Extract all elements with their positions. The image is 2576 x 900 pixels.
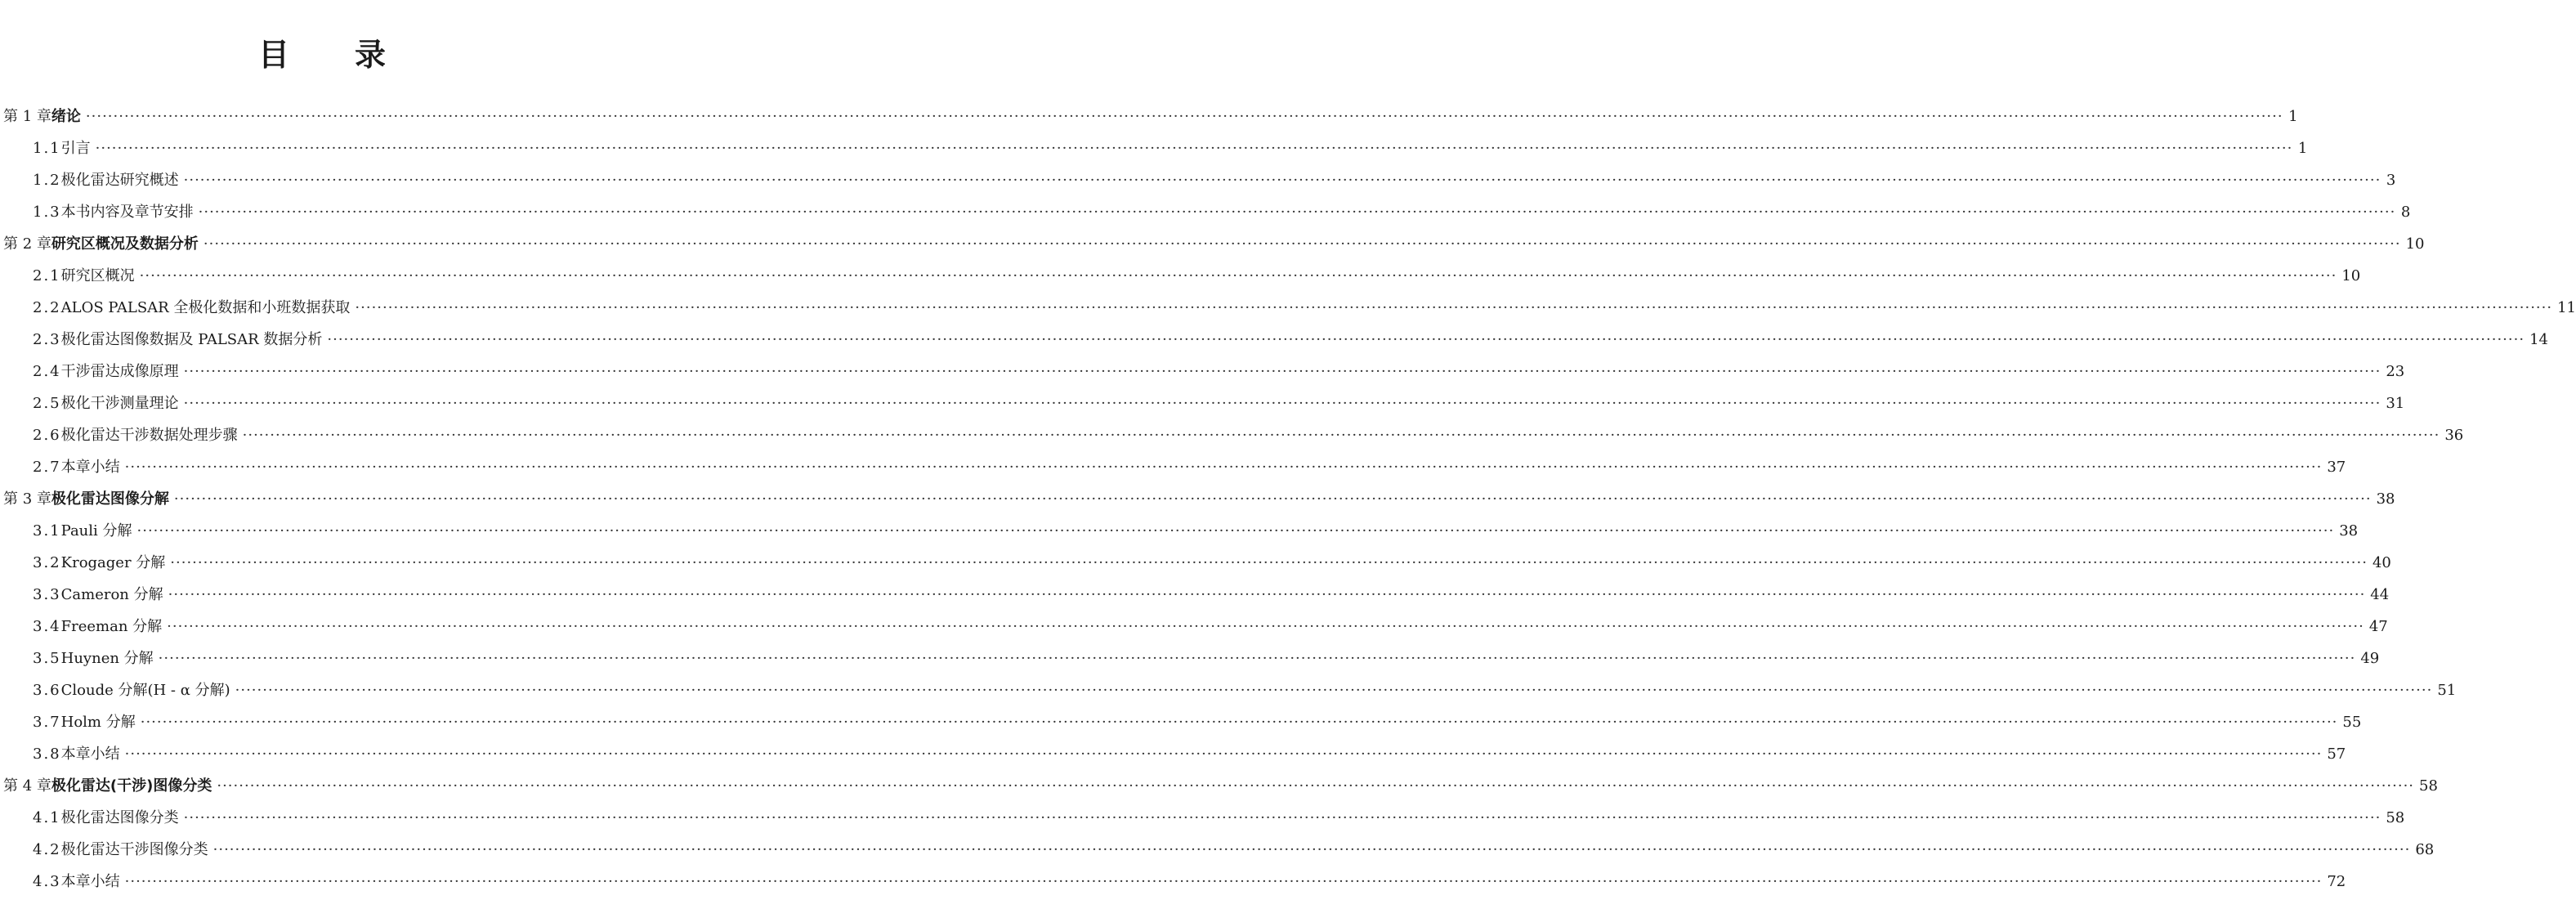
toc-section-entry[interactable] <box>0 706 2362 738</box>
toc-entry-page-number: 10 <box>2405 235 2425 253</box>
toc-entry-number: 3.8 <box>33 746 61 763</box>
toc-section-entry[interactable] <box>0 674 2457 706</box>
toc-entry-number: 3.1 <box>33 522 61 540</box>
toc-entry-title: Cameron 分解 <box>60 586 163 603</box>
toc-entry-title: 本章小结 <box>60 459 120 476</box>
toc-entry-title: Cloude 分解(H - α 分解) <box>60 682 230 699</box>
dot-leader: ················································································································································································································································································································································································································ <box>183 363 2381 380</box>
toc-entry-page-number: 58 <box>2419 777 2438 795</box>
toc-entry-title: 本章小结 <box>60 873 120 890</box>
toc-entry-number: 3.3 <box>33 586 61 603</box>
toc-entry-title: Huynen 分解 <box>60 650 154 667</box>
dot-leader: ················································································································································································································································································································································································································ <box>158 650 2356 667</box>
toc-entry-page-number: 47 <box>2368 618 2388 635</box>
dot-leader: ················································································································································································································································································································································································································ <box>139 267 2337 284</box>
toc-entry-number: 2.6 <box>33 427 61 444</box>
toc-entry-title: 极化雷达(干涉)图像分类 <box>51 777 212 795</box>
toc-section-entry[interactable] <box>0 196 2411 228</box>
toc-entry-page-number: 51 <box>2437 682 2457 699</box>
toc-entry-number: 第 3 章 <box>3 490 51 508</box>
toc-entry-number: 2.1 <box>33 267 61 284</box>
toc-section-entry[interactable] <box>0 260 2361 292</box>
toc-entry-title: 极化雷达图像分解 <box>51 490 169 508</box>
toc-entry-title: 极化雷达图像数据及 PALSAR 数据分析 <box>60 331 323 348</box>
toc-section-entry[interactable] <box>0 515 2359 547</box>
toc-entry-number: 2.7 <box>33 459 61 476</box>
dot-leader: ················································································································································································································································································································································································································ <box>198 204 2396 221</box>
toc-entry-page-number: 40 <box>2372 554 2391 571</box>
toc-section-entry[interactable] <box>0 834 2435 866</box>
toc-chapter-entry[interactable] <box>0 228 2425 260</box>
toc-entry-page-number: 57 <box>2327 746 2346 763</box>
dot-leader: ················································································································································································································································································································································································································ <box>203 235 2401 253</box>
toc-entry-page-number: 1 <box>2297 140 2308 157</box>
dot-leader: ················································································································································································································································································································································································································ <box>124 459 2323 476</box>
dot-leader: ················································································································································································································································································································································································································ <box>85 108 2283 125</box>
toc-chapter-entry[interactable] <box>0 483 2395 515</box>
toc-entry-number: 2.4 <box>33 363 61 380</box>
toc-section-entry[interactable] <box>0 292 2576 324</box>
toc-entry-page-number: 3 <box>2386 172 2396 189</box>
toc-entry-number: 4.1 <box>33 809 61 826</box>
toc-entry-page-number: 44 <box>2370 586 2390 603</box>
dot-leader: ················································································································································································································································································································································································································ <box>167 618 2364 635</box>
table-of-contents <box>0 101 2576 898</box>
toc-entry-number: 3.4 <box>33 618 61 635</box>
toc-entry-title: Freeman 分解 <box>60 618 163 635</box>
toc-section-entry[interactable] <box>0 611 2388 643</box>
toc-section-entry[interactable] <box>0 324 2548 356</box>
page-title-char-2: 录 <box>355 37 388 73</box>
toc-entry-number: 1.3 <box>33 204 61 221</box>
toc-entry-title: Pauli 分解 <box>60 522 132 540</box>
toc-chapter-entry[interactable] <box>0 101 2298 132</box>
toc-chapter-entry[interactable] <box>0 770 2438 802</box>
toc-entry-page-number: 36 <box>2444 427 2464 444</box>
toc-entry-page-number: 31 <box>2386 395 2405 412</box>
dot-leader: ················································································································································································································································································································································································································ <box>124 746 2323 763</box>
toc-entry-title: 极化雷达干涉图像分类 <box>60 841 208 858</box>
toc-section-entry[interactable] <box>0 451 2346 483</box>
toc-entry-page-number: 1 <box>2288 108 2298 125</box>
toc-entry-page-number: 38 <box>2376 490 2395 508</box>
page-title-char-1: 目 <box>257 37 291 73</box>
toc-section-entry[interactable] <box>0 866 2346 898</box>
toc-entry-page-number: 8 <box>2400 204 2411 221</box>
toc-entry-page-number: 58 <box>2386 809 2405 826</box>
toc-entry-number: 4.3 <box>33 873 61 890</box>
toc-section-entry[interactable] <box>0 579 2390 611</box>
toc-entry-title: 绪论 <box>51 108 81 125</box>
toc-entry-number: 2.2 <box>33 299 61 316</box>
toc-entry-page-number: 49 <box>2360 650 2380 667</box>
toc-section-entry[interactable] <box>0 132 2308 164</box>
toc-entry-title: ALOS PALSAR 全极化数据和小班数据获取 <box>60 299 351 316</box>
toc-entry-title: 极化雷达研究概述 <box>60 172 179 189</box>
toc-entry-title: 引言 <box>60 140 91 157</box>
toc-entry-page-number: 23 <box>2386 363 2405 380</box>
dot-leader: ················································································································································································································································································································································································································ <box>136 522 2335 540</box>
toc-entry-title: 本书内容及章节安排 <box>60 204 194 221</box>
page-title <box>0 29 646 74</box>
dot-leader: ················································································································································································································································································································································································································ <box>183 809 2381 826</box>
toc-entry-number: 3.5 <box>33 650 61 667</box>
toc-entry-number: 2.3 <box>33 331 61 348</box>
dot-leader: ················································································································································································································································································································································································································ <box>242 427 2440 444</box>
dot-leader: ················································································································································································································································································································································································································ <box>140 714 2338 731</box>
toc-section-entry[interactable] <box>0 738 2346 770</box>
dot-leader: ················································································································································································································································································································································································································ <box>212 841 2411 858</box>
toc-entry-page-number: 14 <box>2529 331 2548 348</box>
dot-leader: ················································································································································································································································································································································································································ <box>168 586 2366 603</box>
toc-entry-title: 极化雷达图像分类 <box>60 809 179 826</box>
toc-entry-page-number: 10 <box>2341 267 2361 284</box>
toc-entry-number: 4.2 <box>33 841 61 858</box>
toc-section-entry[interactable] <box>0 643 2380 674</box>
dot-leader: ················································································································································································································································································································································································································ <box>183 395 2381 412</box>
toc-entry-number: 第 4 章 <box>3 777 51 795</box>
dot-leader: ················································································································································································································································································································································································································ <box>95 140 2293 157</box>
toc-entry-page-number: 37 <box>2327 459 2346 476</box>
dot-leader: ················································································································································································································································································································································································································ <box>170 554 2368 571</box>
toc-entry-title: 极化干涉测量理论 <box>60 395 179 412</box>
toc-entry-number: 3.2 <box>33 554 61 571</box>
toc-section-entry[interactable] <box>0 164 2396 196</box>
toc-entry-number: 第 1 章 <box>3 108 51 125</box>
toc-entry-title: Krogager 分解 <box>60 554 166 571</box>
toc-section-entry[interactable] <box>0 356 2405 387</box>
dot-leader: ················································································································································································································································································································································································································ <box>235 682 2433 699</box>
toc-entry-page-number: 72 <box>2327 873 2346 890</box>
toc-entry-number: 3.6 <box>33 682 61 699</box>
dot-leader: ················································································································································································································································································································································································································ <box>173 490 2372 508</box>
toc-entry-number: 1.2 <box>33 172 61 189</box>
toc-entry-number: 第 2 章 <box>3 235 51 253</box>
toc-entry-page-number: 55 <box>2342 714 2362 731</box>
toc-entry-page-number: 68 <box>2415 841 2435 858</box>
toc-entry-title: 研究区概况 <box>60 267 135 284</box>
toc-section-entry[interactable] <box>0 419 2464 451</box>
toc-entry-title: 研究区概况及数据分析 <box>51 235 199 253</box>
toc-section-entry[interactable] <box>0 387 2405 419</box>
toc-section-entry[interactable] <box>0 802 2405 834</box>
toc-entry-number: 2.5 <box>33 395 61 412</box>
toc-entry-title: 本章小结 <box>60 746 120 763</box>
toc-section-entry[interactable] <box>0 547 2391 579</box>
dot-leader: ················································································································································································································································································································································································································ <box>217 777 2415 795</box>
toc-entry-page-number: 38 <box>2339 522 2359 540</box>
toc-entry-title: Holm 分解 <box>60 714 136 731</box>
dot-leader: ················································································································································································································································································································································································································ <box>124 873 2323 890</box>
toc-entry-page-number: 11 <box>2557 299 2576 316</box>
toc-entry-title: 干涉雷达成像原理 <box>60 363 179 380</box>
dot-leader: ················································································································································································································································································································································································································ <box>327 331 2525 348</box>
toc-entry-title: 极化雷达干涉数据处理步骤 <box>60 427 238 444</box>
dot-leader: ················································································································································································································································································································································································································ <box>183 172 2381 189</box>
toc-entry-number: 3.7 <box>33 714 61 731</box>
toc-entry-number: 1.1 <box>33 140 61 157</box>
dot-leader: ················································································································································································································································································································································································································ <box>355 299 2553 316</box>
